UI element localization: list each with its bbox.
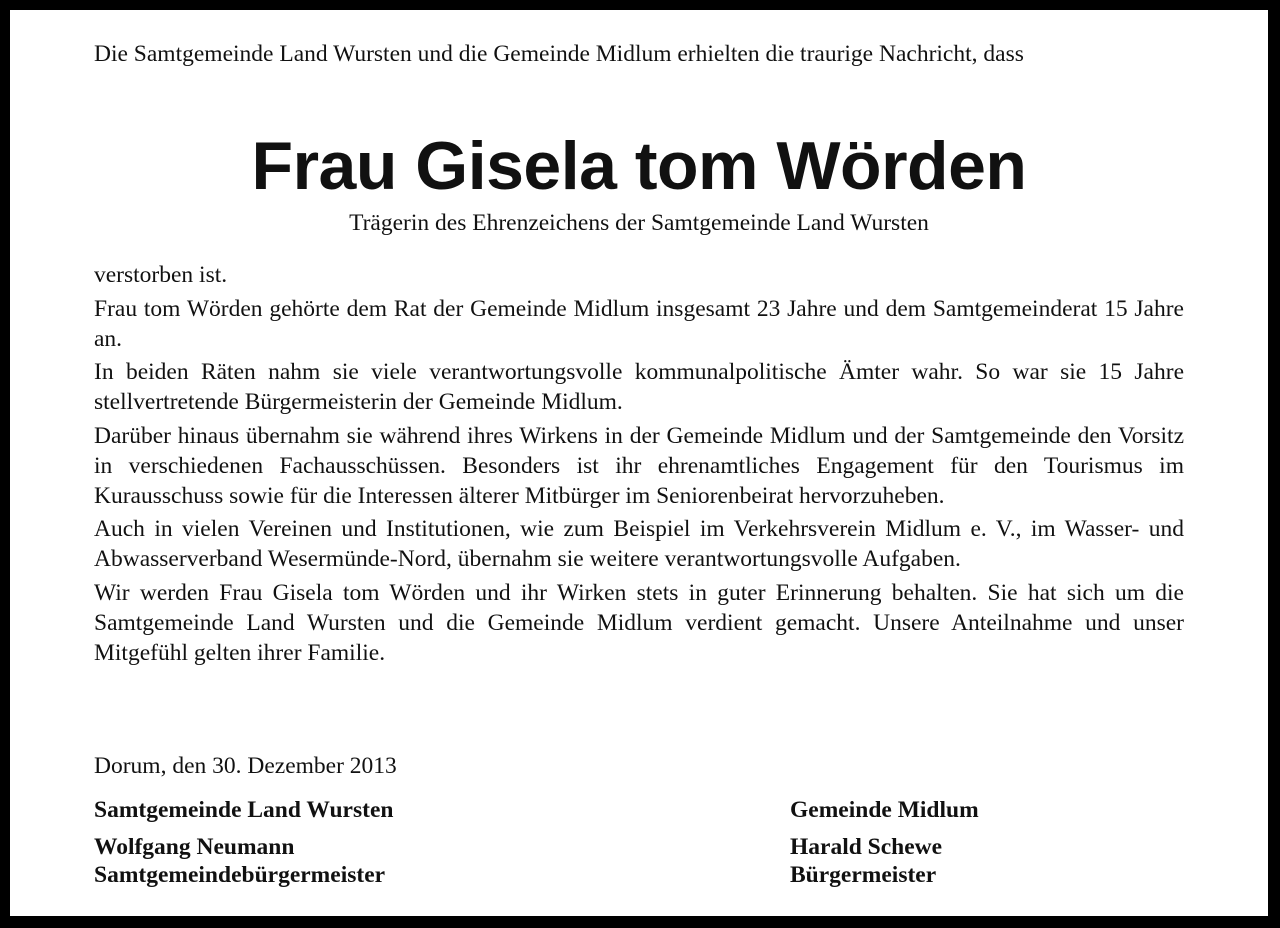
signature-org: Samtgemeinde Land Wursten [94, 797, 394, 823]
paragraph-council: Frau tom Wörden gehörte dem Rat der Gemeinde Midlum insgesamt 23 Jahre und dem Samtgemeinderat 15 Jahre an. [94, 295, 1184, 352]
obituary-notice [10, 10, 1268, 916]
signature-block-gemeinde [790, 796, 979, 889]
paragraph-deceased: verstorben ist. [94, 262, 228, 288]
paragraph-associations: Auch in vielen Vereinen und Institutionen, wie zum Beispiel im Verkehrsverein Midlum e. V., im Wasser- und Abwasserverband Wesermünde-Nord, übernahm sie weitere verantwortungsvolle Aufgaben. [94, 516, 1184, 572]
deceased-name: Frau Gisela tom Wörden [251, 128, 1027, 204]
paragraph-offices: In beiden Räten nahm sie viele verantwortungsvolle kommunalpolitische Ämter wahr. So war sie 15 Jahre stellvertretende Bürgermeisterin der Gemeinde Midlum. [94, 359, 1184, 415]
notice-body [94, 260, 1184, 671]
intro-text: Die Samtgemeinde Land Wursten und die Gemeinde Midlum erhielten die traurige Nachricht, dass [94, 41, 1024, 67]
paragraph-remembrance: Wir werden Frau Gisela tom Wörden und ihr Wirken stets in guter Erinnerung behalten. Sie hat sich um die Samtgemeinde Land Wursten und die Gemeinde Midlum verdient gemacht. Unsere Anteilnahme und unser Mitgefühl gelten ihrer Familie. [94, 579, 1184, 666]
signature-person: Wolfgang Neumann [94, 834, 295, 860]
signature-person: Harald Schewe [790, 834, 943, 860]
dateline: Dorum, den 30. Dezember 2013 [94, 753, 397, 779]
paragraph-committees: Darüber hinaus übernahm sie während ihres Wirkens in der Gemeinde Midlum und der Samtgemeinde den Vorsitz in verschiedenen Fachausschüssen. Besonders ist ihr ehrenamtliches Engagement für den Tourismus im Kurausschuss sowie für die Interessen älterer Mitbürger im Seniorenbeirat hervorzuheben. [94, 422, 1184, 509]
signature-role: Samtgemeindebürgermeister [94, 862, 386, 888]
signature-block-samtgemeinde [94, 796, 393, 889]
signature-role: Bürgermeister [790, 862, 937, 888]
signature-org: Gemeinde Midlum [790, 797, 979, 823]
honor-subtitle: Trägerin des Ehrenzeichens der Samtgemeinde Land Wursten [349, 210, 929, 236]
